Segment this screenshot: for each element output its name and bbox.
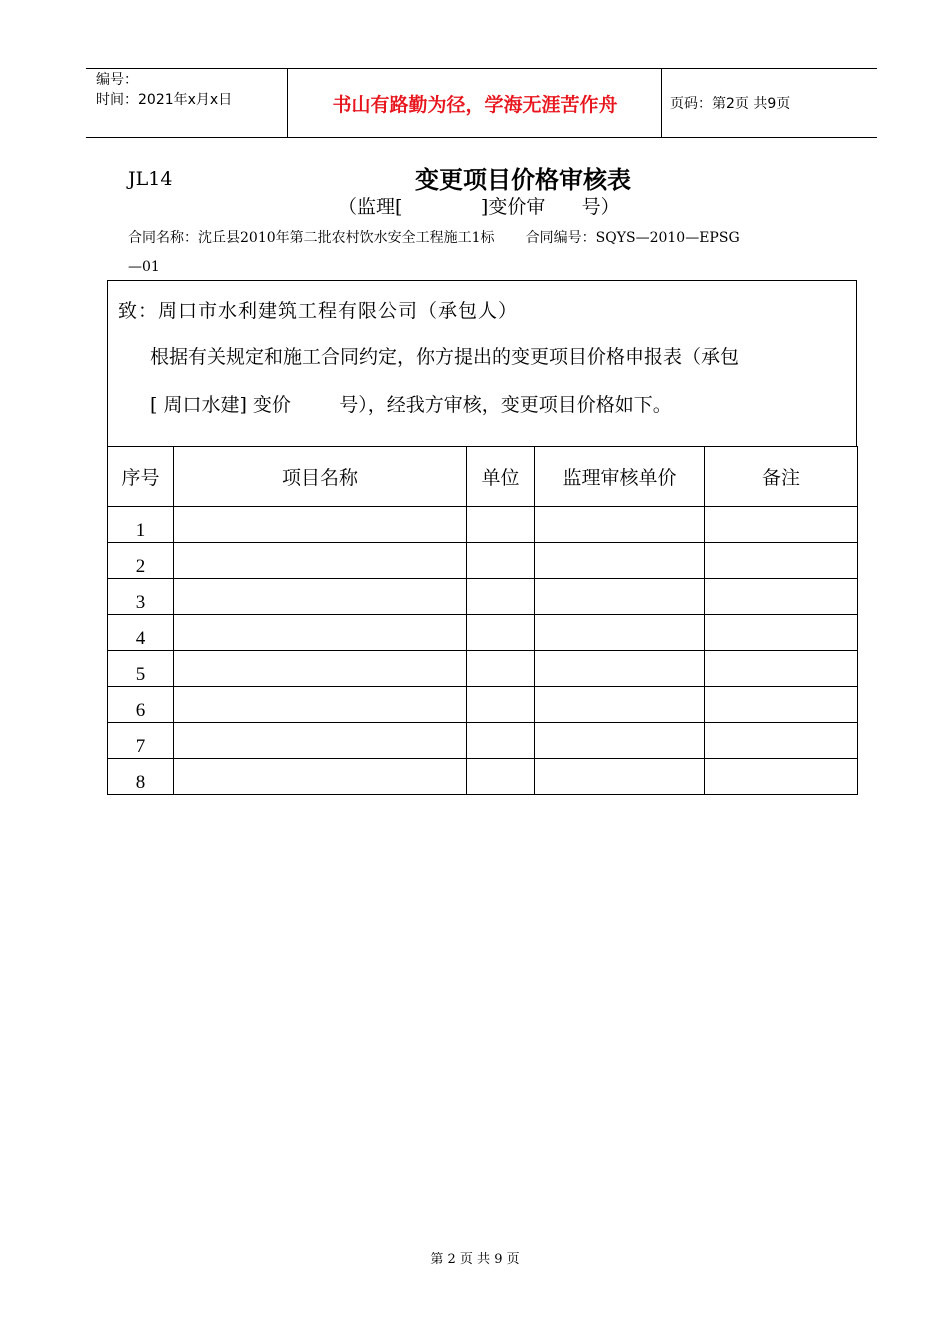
cell-unit: [467, 543, 535, 579]
contract-line-continued: —01: [128, 259, 160, 275]
cell-unit-price: [535, 615, 705, 651]
header-time-label: 时间：2021年x月x日: [96, 92, 233, 108]
cell-item-name: [174, 651, 467, 687]
cell-unit: [467, 507, 535, 543]
cell-unit: [467, 579, 535, 615]
header-page-info: 页码：第2页 共9页: [670, 96, 791, 112]
cell-unit-price: [535, 723, 705, 759]
form-subtitle: （监理[ ]变价审 号）: [338, 196, 620, 218]
page-footer: 第 2 页 共 9 页: [430, 1252, 520, 1267]
cell-unit-price: [535, 579, 705, 615]
table-row: [108, 507, 858, 543]
row-index: 8: [108, 759, 174, 795]
cell-unit-price: [535, 507, 705, 543]
cell-item-name: [174, 759, 467, 795]
column-header-item-name: 项目名称: [174, 447, 467, 507]
cell-item-name: [174, 579, 467, 615]
letter-paragraph-continued: [ 周口水建] 变价 号），经我方审核，变更项目价格如下。: [150, 394, 672, 416]
table-row: [108, 687, 858, 723]
cell-remarks: [705, 759, 858, 795]
cell-item-name: [174, 615, 467, 651]
form-code: JL14: [128, 168, 173, 190]
cell-item-name: [174, 723, 467, 759]
letter-recipient: 致：周口市水利建筑工程有限公司（承包人）: [118, 300, 519, 322]
table-row: [108, 759, 858, 795]
table-row: [108, 579, 858, 615]
row-index: 6: [108, 687, 174, 723]
column-header-remarks: 备注: [705, 447, 858, 507]
price-review-table: [107, 446, 858, 795]
row-index: 3: [108, 579, 174, 615]
row-index: 4: [108, 615, 174, 651]
cell-unit-price: [535, 651, 705, 687]
letter-paragraph: 根据有关规定和施工合同约定，你方提出的变更项目价格申报表（承包: [150, 346, 740, 368]
cell-unit: [467, 651, 535, 687]
cell-remarks: [705, 723, 858, 759]
cell-remarks: [705, 687, 858, 723]
cell-unit-price: [535, 687, 705, 723]
cell-item-name: [174, 543, 467, 579]
cell-unit-price: [535, 759, 705, 795]
cell-remarks: [705, 651, 858, 687]
column-header-unit: 单位: [467, 447, 535, 507]
contract-line: 合同名称：沈丘县2010年第二批农村饮水安全工程施工1标 合同编号：SQYS—2010—EPSG: [128, 230, 740, 246]
row-index: 5: [108, 651, 174, 687]
cell-remarks: [705, 507, 858, 543]
row-index: 1: [108, 507, 174, 543]
cell-unit: [467, 687, 535, 723]
form-title: 变更项目价格审核表: [415, 165, 631, 194]
table-row: [108, 543, 858, 579]
row-index: 2: [108, 543, 174, 579]
cell-remarks: [705, 615, 858, 651]
table-header-row: [108, 447, 858, 507]
row-index: 7: [108, 723, 174, 759]
cell-unit: [467, 615, 535, 651]
cell-unit: [467, 723, 535, 759]
header-motto: 书山有路勤为径，学海无涯苦作舟: [332, 94, 618, 116]
cell-item-name: [174, 687, 467, 723]
cell-item-name: [174, 507, 467, 543]
cell-remarks: [705, 543, 858, 579]
cell-unit-price: [535, 543, 705, 579]
table-row: [108, 651, 858, 687]
table-row: [108, 615, 858, 651]
cell-remarks: [705, 579, 858, 615]
header-number-label: 编号：: [96, 72, 138, 88]
cell-unit: [467, 759, 535, 795]
column-header-index: 序号: [108, 447, 174, 507]
table-row: [108, 723, 858, 759]
column-header-unit-price: 监理审核单价: [535, 447, 705, 507]
